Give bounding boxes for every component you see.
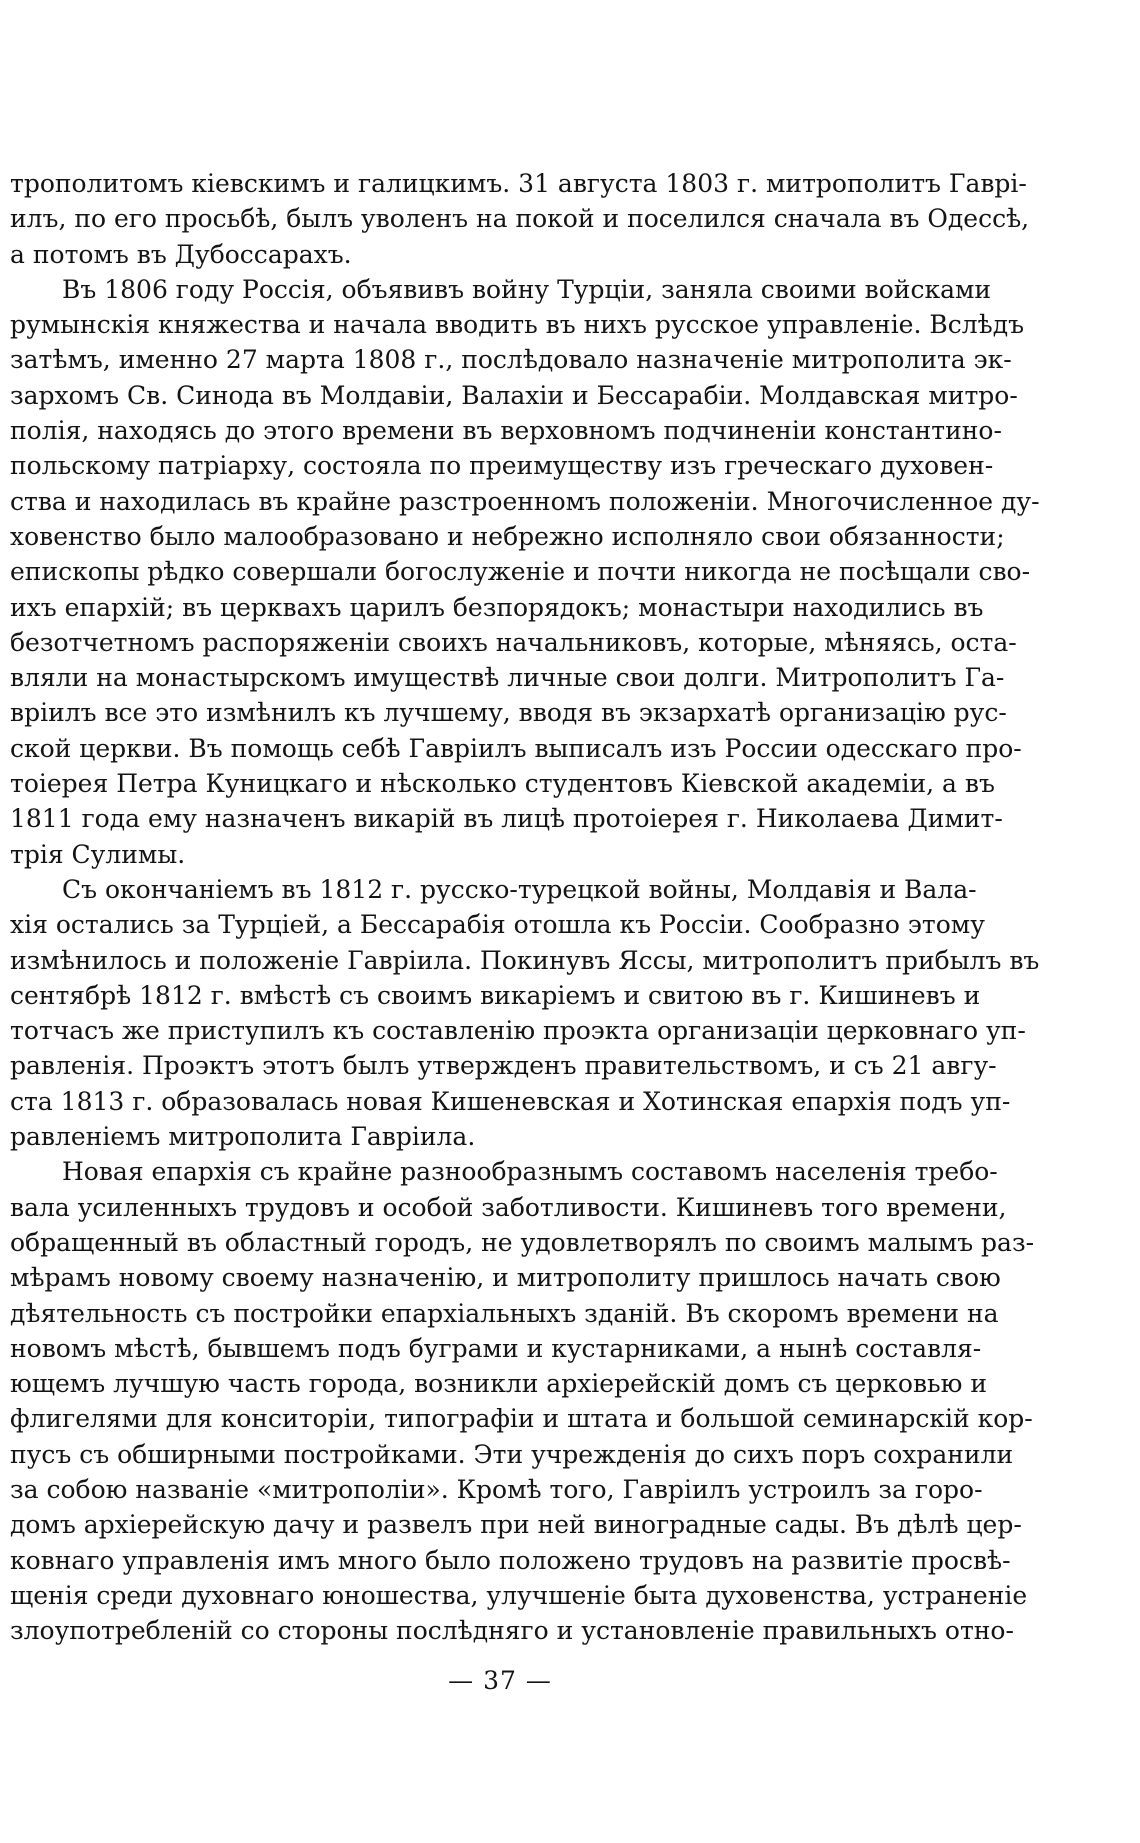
text-line: зархомъ Св. Синода въ Молдавіи, Валахіи и Бессарабіи. Молдавская митро-	[10, 380, 1018, 410]
paragraph	[10, 1154, 1035, 1648]
text-line: ковнаго управленія имъ много было положено трудовъ на развитіе просвѣ-	[10, 1545, 1011, 1575]
text-line: ской церкви. Въ помощь себѣ Гавріилъ выписалъ изъ России одесскаго про-	[10, 733, 1022, 763]
text-line: обращенный въ областный городъ, не удовлетворялъ по своимъ малымъ раз-	[10, 1227, 1035, 1257]
text-line: злоупотребленій со стороны послѣдняго и установленіе правильныхъ отно-	[10, 1616, 1014, 1646]
text-line: равленія. Проэктъ этотъ былъ утвержденъ правительствомъ, и съ 21 авгу-	[10, 1051, 997, 1081]
text-line: илъ, по его просьбѣ, былъ уволенъ на покой и поселился сначала въ Одессѣ,	[10, 204, 1030, 234]
text-line: ихъ епархій; въ церквахъ царилъ безпорядокъ; монастыри находились въ	[10, 592, 984, 622]
text-line: хія остались за Турціей, а Бессарабія отошла къ Россіи. Сообразно этому	[10, 910, 985, 940]
text-line: мѣрамъ новому своему назначенію, и митрополиту пришлось начать свою	[10, 1263, 1001, 1293]
text-line: полія, находясь до этого времени въ верховномъ подчиненіи константино-	[10, 416, 1002, 446]
text-line: щенія среди духовнаго юношества, улучшеніе быта духовенства, устраненіе	[10, 1580, 1028, 1610]
text-line: вляли на монастырскомъ имуществѣ личные свои долги. Митрополитъ Га-	[10, 663, 1005, 693]
text-line: за собою названіе «митрополіи». Кромѣ того, Гавріилъ устроилъ за горо-	[10, 1474, 983, 1504]
text-line: трія Сулимы.	[10, 839, 186, 869]
text-line: дѣятельность съ постройки епархіальныхъ зданій. Въ скоромъ времени на	[10, 1298, 999, 1328]
text-line: измѣнилось и положеніе Гавріила. Покинувъ Яссы, митрополитъ прибылъ въ	[10, 945, 1040, 975]
text-line: румынскія княжества и начала вводить въ нихъ русское управленіе. Вслѣдъ	[10, 310, 1025, 340]
text-line: ства и находилась въ крайне разстроенномъ положеніи. Многочисленное ду-	[10, 486, 1040, 516]
text-line: Съ окончаніемъ въ 1812 г. русско-турецкой войны, Молдавія и Вала-	[62, 874, 977, 904]
text-line: пусъ съ обширными постройками. Эти учрежденія до сихъ поръ сохранили	[10, 1439, 1014, 1469]
text-line: флигелями для конситоріи, типографіи и штата и большой семинарскій кор-	[10, 1404, 1033, 1434]
text-line: ховенство было малообразовано и небрежно исполняло свои обязанности;	[10, 521, 1005, 551]
text-line: польскому патріарху, состояла по преимуществу изъ греческаго духовен-	[10, 451, 994, 481]
text-line: 1811 года ему назначенъ викарій въ лицѣ протоіерея г. Николаева Димит-	[10, 804, 1003, 834]
page-number: — 37 —	[448, 1666, 552, 1695]
text-line: тоіерея Петра Куницкаго и нѣсколько студентовъ Кіевской академіи, а въ	[10, 769, 995, 799]
text-line: ющемъ лучшую часть города, возникли архіерейскій домъ съ церковью и	[10, 1369, 988, 1399]
text-line: трополитомъ кіевскимъ и галицкимъ. 31 августа 1803 г. митрополитъ Гаврі-	[10, 169, 1027, 198]
text-line: сентябрѣ 1812 г. вмѣстѣ съ своимъ викаріемъ и свитою въ г. Кишиневъ и	[10, 980, 981, 1010]
text-line: ста 1813 г. образовалась новая Кишеневская и Хотинская епархія подъ уп-	[10, 1086, 1011, 1116]
text-line: а потомъ въ Дубоссарахъ.	[10, 239, 352, 269]
text-line: Новая епархія съ крайне разнообразнымъ составомъ населенія требо-	[62, 1157, 998, 1187]
paragraph	[10, 166, 1030, 272]
text-line: новомъ мѣстѣ, бывшемъ подъ буграми и кустарниками, а нынѣ составля-	[10, 1333, 982, 1363]
text-line: вріилъ все это измѣнилъ къ лучшему, вводя въ экзархатѣ организацію рус-	[10, 698, 1007, 728]
text-line: домъ архіерейскую дачу и развелъ при ней виноградные сады. Въ дѣлѣ цер-	[10, 1510, 1022, 1540]
text-line: тотчасъ же приступилъ къ составленію проэкта организаціи церковнаго уп-	[10, 1016, 1026, 1046]
body-text	[10, 166, 1040, 1648]
text-line: затѣмъ, именно 27 марта 1808 г., послѣдовало назначеніе митрополита эк-	[10, 345, 1012, 375]
text-line: вала усиленныхъ трудовъ и особой заботливости. Кишиневъ того времени,	[10, 1192, 1007, 1222]
text-line: безотчетномъ распоряженіи своихъ начальниковъ, которые, мѣняясь, оста-	[10, 627, 1017, 657]
paragraph	[10, 272, 1040, 872]
text-line: равленіемъ митрополита Гавріила.	[10, 1122, 476, 1152]
paragraph	[10, 872, 1040, 1154]
text-line: Въ 1806 году Россія, объявивъ войну Турціи, заняла своими войсками	[62, 274, 992, 304]
text-line: епископы рѣдко совершали богослуженіе и почти никогда не посѣщали сво-	[10, 557, 1031, 587]
